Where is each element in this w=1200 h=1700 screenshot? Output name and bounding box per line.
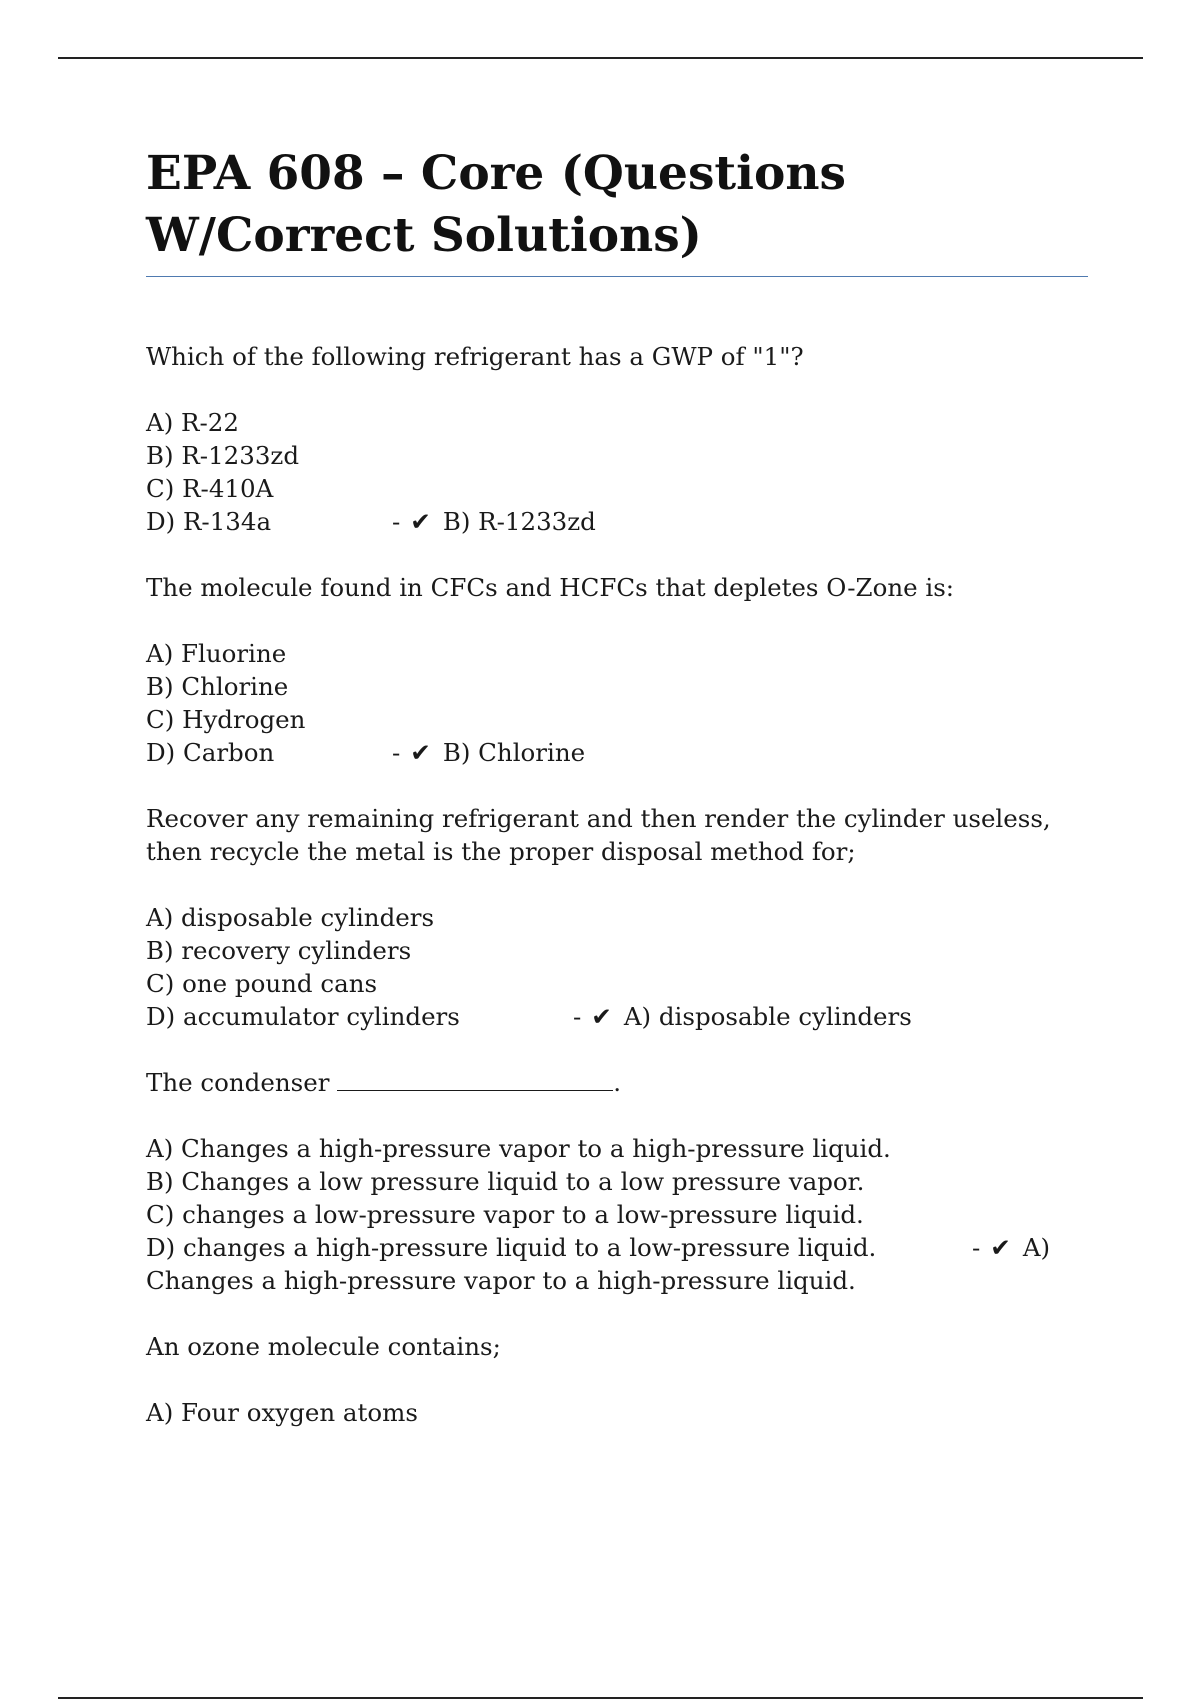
option-c: C) Hydrogen xyxy=(146,705,306,734)
question-text-start: The condenser xyxy=(146,1068,330,1097)
checkmark-icon: ✔ xyxy=(410,507,431,536)
option-list xyxy=(146,406,1091,538)
option-d-row xyxy=(146,736,1091,769)
answer-text: B) R-1233zd xyxy=(442,507,596,536)
option-d: D) changes a high-pressure liquid to a low-pressure liquid. xyxy=(146,1233,877,1262)
page-title: EPA 608 – Core (Questions W/Correct Solutions) xyxy=(146,146,846,263)
option-c: C) R-410A xyxy=(146,474,274,503)
question-2 xyxy=(146,571,1091,769)
option-a: A) disposable cylinders xyxy=(146,903,435,932)
option-a: A) Fluorine xyxy=(146,639,287,668)
question-text-end: . xyxy=(613,1068,621,1097)
checkmark-icon: ✔ xyxy=(591,1002,612,1031)
question-text: The molecule found in CFCs and HCFCs that depletes O-Zone is: xyxy=(146,573,955,602)
checkmark-icon: ✔ xyxy=(410,738,431,767)
top-rule xyxy=(58,57,1143,59)
option-a: A) R-22 xyxy=(146,408,239,437)
option-d-row xyxy=(146,1000,1091,1033)
question-list xyxy=(146,340,1091,1462)
option-d: D) R-134a xyxy=(146,507,272,536)
option-list xyxy=(146,637,1091,769)
bottom-rule xyxy=(58,1697,1143,1699)
question-1 xyxy=(146,340,1091,538)
question-text: Recover any remaining refrigerant and then render the cylinder useless, then recycle the metal is the proper disposal method for; xyxy=(146,804,1051,866)
correct-answer xyxy=(972,1231,1050,1264)
option-d: D) Carbon xyxy=(146,738,275,767)
correct-answer xyxy=(573,1000,912,1033)
option-d-row xyxy=(146,505,1091,538)
answer-text-continued: Changes a high-pressure vapor to a high-pressure liquid. xyxy=(146,1266,856,1295)
option-d-row xyxy=(146,1231,1091,1264)
answer-dash: - xyxy=(392,738,401,767)
option-d: D) accumulator cylinders xyxy=(146,1002,460,1031)
option-c: C) changes a low-pressure vapor to a low-pressure liquid. xyxy=(146,1200,864,1229)
option-c: C) one pound cans xyxy=(146,969,378,998)
option-b: B) Changes a low pressure liquid to a low pressure vapor. xyxy=(146,1167,865,1196)
question-text: Which of the following refrigerant has a GWP of "1"? xyxy=(146,342,804,371)
question-text: An ozone molecule contains; xyxy=(146,1332,501,1361)
question-5 xyxy=(146,1330,1091,1429)
option-list xyxy=(146,901,1091,1033)
answer-text: A) disposable cylinders xyxy=(623,1002,912,1031)
option-list xyxy=(146,1132,1091,1297)
option-a: A) Changes a high-pressure vapor to a high-pressure liquid. xyxy=(146,1134,891,1163)
fill-in-blank xyxy=(337,1068,613,1091)
option-list xyxy=(146,1396,1091,1429)
answer-dash: - xyxy=(972,1233,981,1262)
question-text xyxy=(146,1066,1091,1099)
answer-dash: - xyxy=(573,1002,582,1031)
answer-dash: - xyxy=(392,507,401,536)
option-b: B) recovery cylinders xyxy=(146,936,412,965)
answer-text: B) Chlorine xyxy=(442,738,586,767)
checkmark-icon: ✔ xyxy=(990,1233,1011,1262)
correct-answer xyxy=(392,505,596,538)
option-a: A) Four oxygen atoms xyxy=(146,1398,418,1427)
title-underline xyxy=(146,276,1088,277)
correct-answer xyxy=(392,736,585,769)
option-b: B) Chlorine xyxy=(146,672,289,701)
question-4 xyxy=(146,1066,1091,1297)
question-3 xyxy=(146,802,1091,1033)
answer-text-start: A) xyxy=(1022,1233,1051,1262)
option-b: B) R-1233zd xyxy=(146,441,300,470)
